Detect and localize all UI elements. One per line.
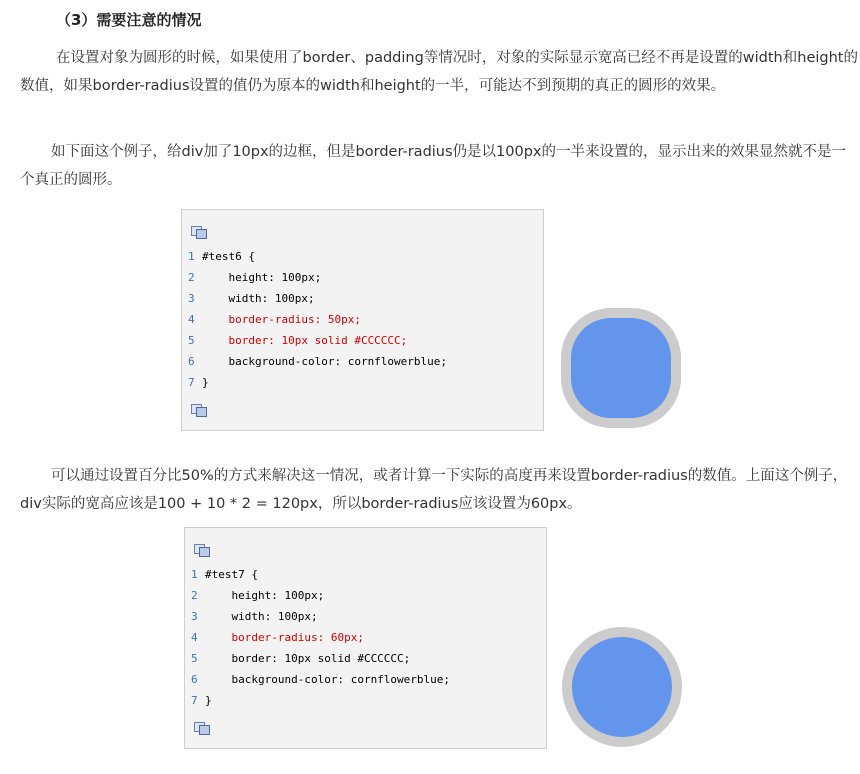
code-text: #test7 { [205,568,258,581]
code-text: background-color: cornflowerblue; [205,673,451,686]
code-line [191,627,364,648]
line-number: 2 [191,589,198,602]
code-line [188,309,361,330]
code-line [188,288,315,309]
code-line [191,606,318,627]
line-number: 6 [188,355,195,368]
section-heading: （3）需要注意的情况 [56,11,202,29]
line-number: 1 [191,568,198,581]
demo-rounded-square [561,308,681,428]
code-text: background-color: cornflowerblue; [202,355,448,368]
line-number: 7 [188,376,195,389]
code-text: border: 10px solid #CCCCCC; [205,652,411,665]
code-text: height: 100px; [205,589,325,602]
code-text: border-radius: 50px; [202,313,361,326]
code-line [188,351,447,372]
copy-code-icon[interactable] [191,226,205,237]
code-line [188,246,255,267]
code-text: height: 100px; [202,271,322,284]
line-number: 3 [191,610,198,623]
code-block-test7 [184,527,547,749]
code-line [191,690,212,711]
code-line [188,330,407,351]
line-number: 5 [191,652,198,665]
line-number: 7 [191,694,198,707]
code-line [191,585,324,606]
code-text: width: 100px; [205,610,318,623]
copy-code-icon[interactable] [194,544,208,555]
code-text: width: 100px; [202,292,315,305]
code-text: } [202,376,209,389]
code-line [188,267,321,288]
code-block-test6 [181,209,544,431]
code-text: border: 10px solid #CCCCCC; [202,334,408,347]
line-number: 4 [191,631,198,644]
paragraph-intro: 在设置对象为圆形的时候，如果使用了border、padding等情况时，对象的实际显示宽高已经不再是设置的width和height的数值，如果border-radius设置的值仍为原本的width和height的一半，可能达不到预期的真正的圆形的效果。 [20,50,858,94]
line-number: 4 [188,313,195,326]
code-line [191,669,450,690]
code-line [191,648,410,669]
copy-code-icon[interactable] [191,404,205,415]
code-text: #test6 { [202,250,255,263]
demo-circle [562,627,682,747]
paragraph-solution: 可以通过设置百分比50%的方式来解决这一情况，或者计算一下实际的高度再来设置border-radius的数值。上面这个例子，div实际的宽高应该是100 + 10 * 2 = 120px，所以border-radius应该设置为60px。 [20,468,848,512]
code-line [191,564,258,585]
line-number: 3 [188,292,195,305]
line-number: 5 [188,334,195,347]
line-number: 1 [188,250,195,263]
code-text: } [205,694,212,707]
copy-code-icon[interactable] [194,722,208,733]
paragraph-example: 如下面这个例子，给div加了10px的边框，但是border-radius仍是以100px的一半来设置的，显示出来的效果显然就不是一个真正的圆形。 [20,144,847,188]
line-number: 6 [191,673,198,686]
line-number: 2 [188,271,195,284]
code-line [188,372,209,393]
code-text: border-radius: 60px; [205,631,364,644]
